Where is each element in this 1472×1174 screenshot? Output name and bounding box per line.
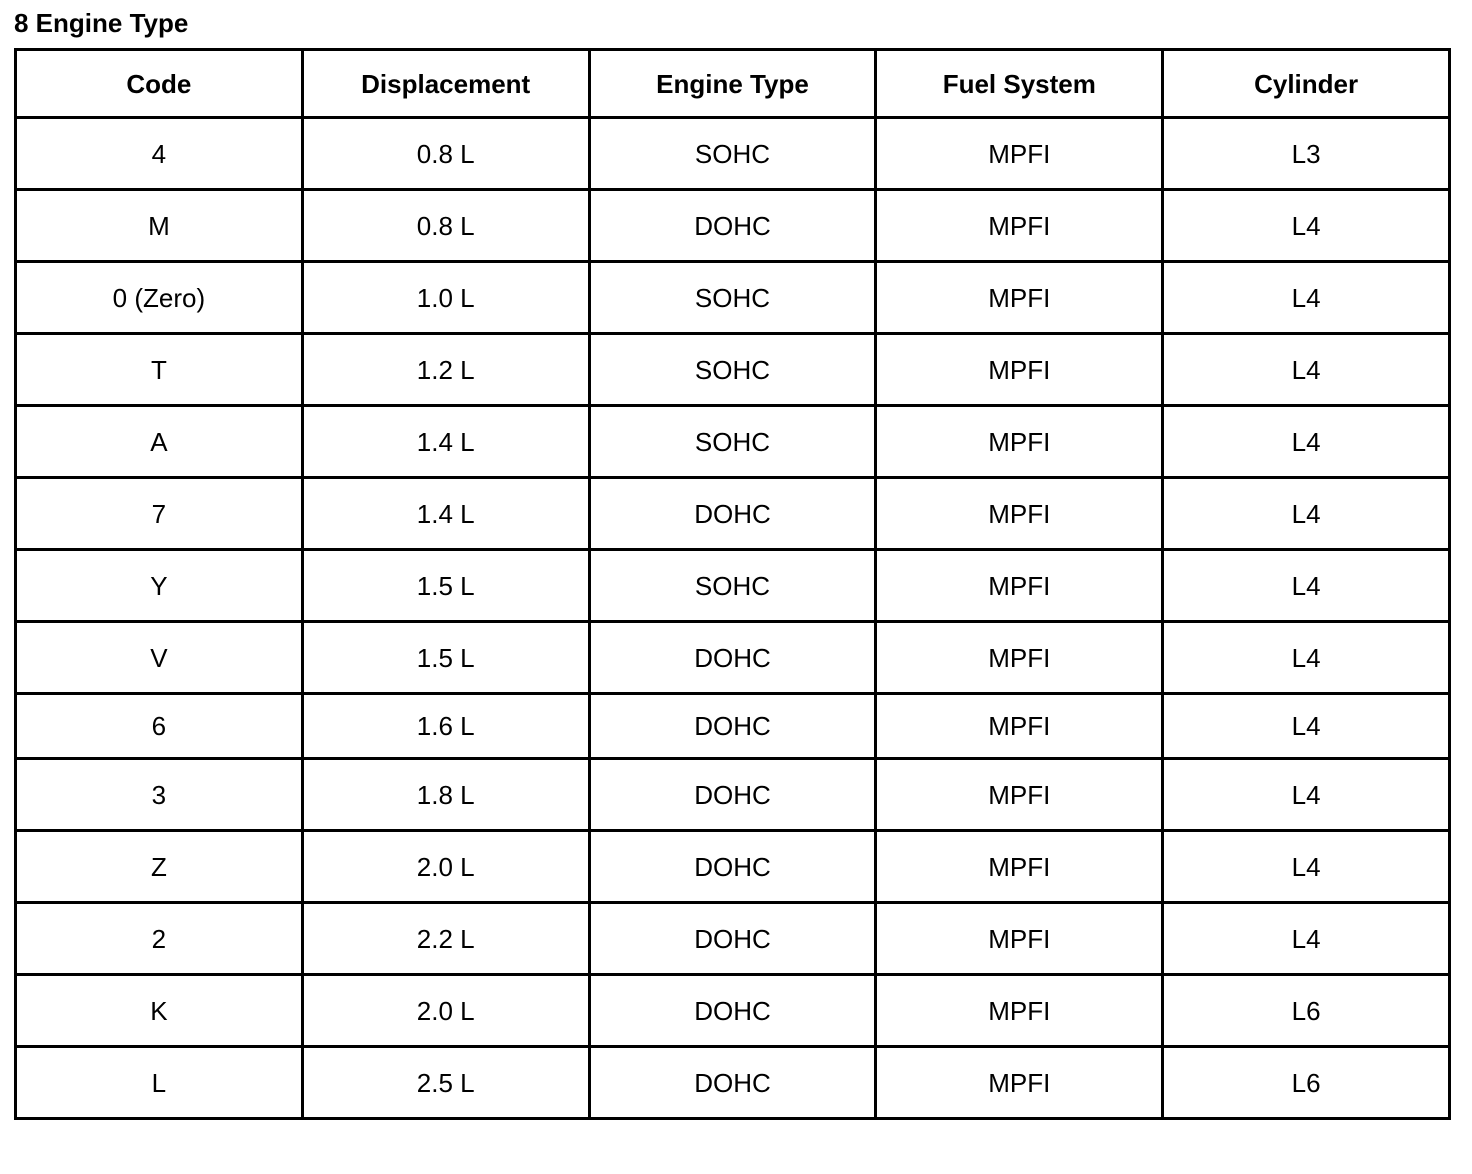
- cell-code: 0 (Zero): [16, 262, 303, 334]
- cell-engine-type: SOHC: [589, 406, 876, 478]
- cell-cylinder: L3: [1163, 118, 1450, 190]
- cell-displacement: 0.8 L: [302, 118, 589, 190]
- cell-fuel-system: MPFI: [876, 1047, 1163, 1119]
- cell-cylinder: L4: [1163, 759, 1450, 831]
- column-header-engine-type: Engine Type: [589, 50, 876, 118]
- cell-code: M: [16, 190, 303, 262]
- cell-cylinder: L4: [1163, 694, 1450, 759]
- cell-fuel-system: MPFI: [876, 759, 1163, 831]
- cell-displacement: 2.5 L: [302, 1047, 589, 1119]
- table-row: [16, 903, 1450, 975]
- cell-fuel-system: MPFI: [876, 903, 1163, 975]
- cell-fuel-system: MPFI: [876, 622, 1163, 694]
- cell-fuel-system: MPFI: [876, 550, 1163, 622]
- cell-engine-type: DOHC: [589, 478, 876, 550]
- cell-cylinder: L6: [1163, 1047, 1450, 1119]
- cell-engine-type: DOHC: [589, 759, 876, 831]
- column-header-displacement: Displacement: [302, 50, 589, 118]
- cell-fuel-system: MPFI: [876, 190, 1163, 262]
- cell-displacement: 2.0 L: [302, 831, 589, 903]
- cell-displacement: 0.8 L: [302, 190, 589, 262]
- cell-fuel-system: MPFI: [876, 478, 1163, 550]
- cell-cylinder: L4: [1163, 903, 1450, 975]
- cell-cylinder: L4: [1163, 831, 1450, 903]
- cell-displacement: 1.0 L: [302, 262, 589, 334]
- cell-cylinder: L4: [1163, 622, 1450, 694]
- cell-code: Y: [16, 550, 303, 622]
- cell-code: K: [16, 975, 303, 1047]
- cell-engine-type: DOHC: [589, 622, 876, 694]
- cell-cylinder: L4: [1163, 262, 1450, 334]
- cell-engine-type: SOHC: [589, 334, 876, 406]
- cell-engine-type: DOHC: [589, 975, 876, 1047]
- cell-code: 7: [16, 478, 303, 550]
- cell-code: V: [16, 622, 303, 694]
- table-row: [16, 478, 1450, 550]
- cell-fuel-system: MPFI: [876, 694, 1163, 759]
- table-row: [16, 759, 1450, 831]
- cell-displacement: 2.2 L: [302, 903, 589, 975]
- cell-engine-type: SOHC: [589, 550, 876, 622]
- table-row: [16, 831, 1450, 903]
- cell-displacement: 2.0 L: [302, 975, 589, 1047]
- table-row: [16, 975, 1450, 1047]
- cell-code: 4: [16, 118, 303, 190]
- cell-displacement: 1.8 L: [302, 759, 589, 831]
- table-row: [16, 262, 1450, 334]
- table-row: [16, 622, 1450, 694]
- cell-code: L: [16, 1047, 303, 1119]
- column-header-cylinder: Cylinder: [1163, 50, 1450, 118]
- cell-cylinder: L4: [1163, 550, 1450, 622]
- cell-displacement: 1.5 L: [302, 550, 589, 622]
- cell-engine-type: DOHC: [589, 831, 876, 903]
- table-row: [16, 406, 1450, 478]
- cell-cylinder: L4: [1163, 190, 1450, 262]
- cell-engine-type: SOHC: [589, 262, 876, 334]
- cell-fuel-system: MPFI: [876, 262, 1163, 334]
- table-row: [16, 190, 1450, 262]
- cell-fuel-system: MPFI: [876, 118, 1163, 190]
- table-row: [16, 334, 1450, 406]
- table-row: [16, 694, 1450, 759]
- cell-engine-type: DOHC: [589, 694, 876, 759]
- cell-code: 3: [16, 759, 303, 831]
- cell-displacement: 1.5 L: [302, 622, 589, 694]
- cell-displacement: 1.2 L: [302, 334, 589, 406]
- cell-cylinder: L4: [1163, 406, 1450, 478]
- cell-fuel-system: MPFI: [876, 975, 1163, 1047]
- cell-code: Z: [16, 831, 303, 903]
- cell-displacement: 1.6 L: [302, 694, 589, 759]
- cell-engine-type: SOHC: [589, 118, 876, 190]
- cell-engine-type: DOHC: [589, 903, 876, 975]
- cell-engine-type: DOHC: [589, 1047, 876, 1119]
- cell-fuel-system: MPFI: [876, 831, 1163, 903]
- cell-code: A: [16, 406, 303, 478]
- cell-code: T: [16, 334, 303, 406]
- table-header-row: [16, 50, 1450, 118]
- table-row: [16, 550, 1450, 622]
- cell-displacement: 1.4 L: [302, 478, 589, 550]
- page-title: 8 Engine Type: [14, 8, 189, 38]
- cell-displacement: 1.4 L: [302, 406, 589, 478]
- cell-code: 6: [16, 694, 303, 759]
- cell-code: 2: [16, 903, 303, 975]
- cell-engine-type: DOHC: [589, 190, 876, 262]
- table-row: [16, 1047, 1450, 1119]
- column-header-code: Code: [16, 50, 303, 118]
- cell-fuel-system: MPFI: [876, 406, 1163, 478]
- cell-cylinder: L4: [1163, 334, 1450, 406]
- cell-cylinder: L6: [1163, 975, 1450, 1047]
- cell-cylinder: L4: [1163, 478, 1450, 550]
- column-header-fuel-system: Fuel System: [876, 50, 1163, 118]
- cell-fuel-system: MPFI: [876, 334, 1163, 406]
- table-row: [16, 118, 1450, 190]
- engine-type-table: [14, 48, 1451, 1120]
